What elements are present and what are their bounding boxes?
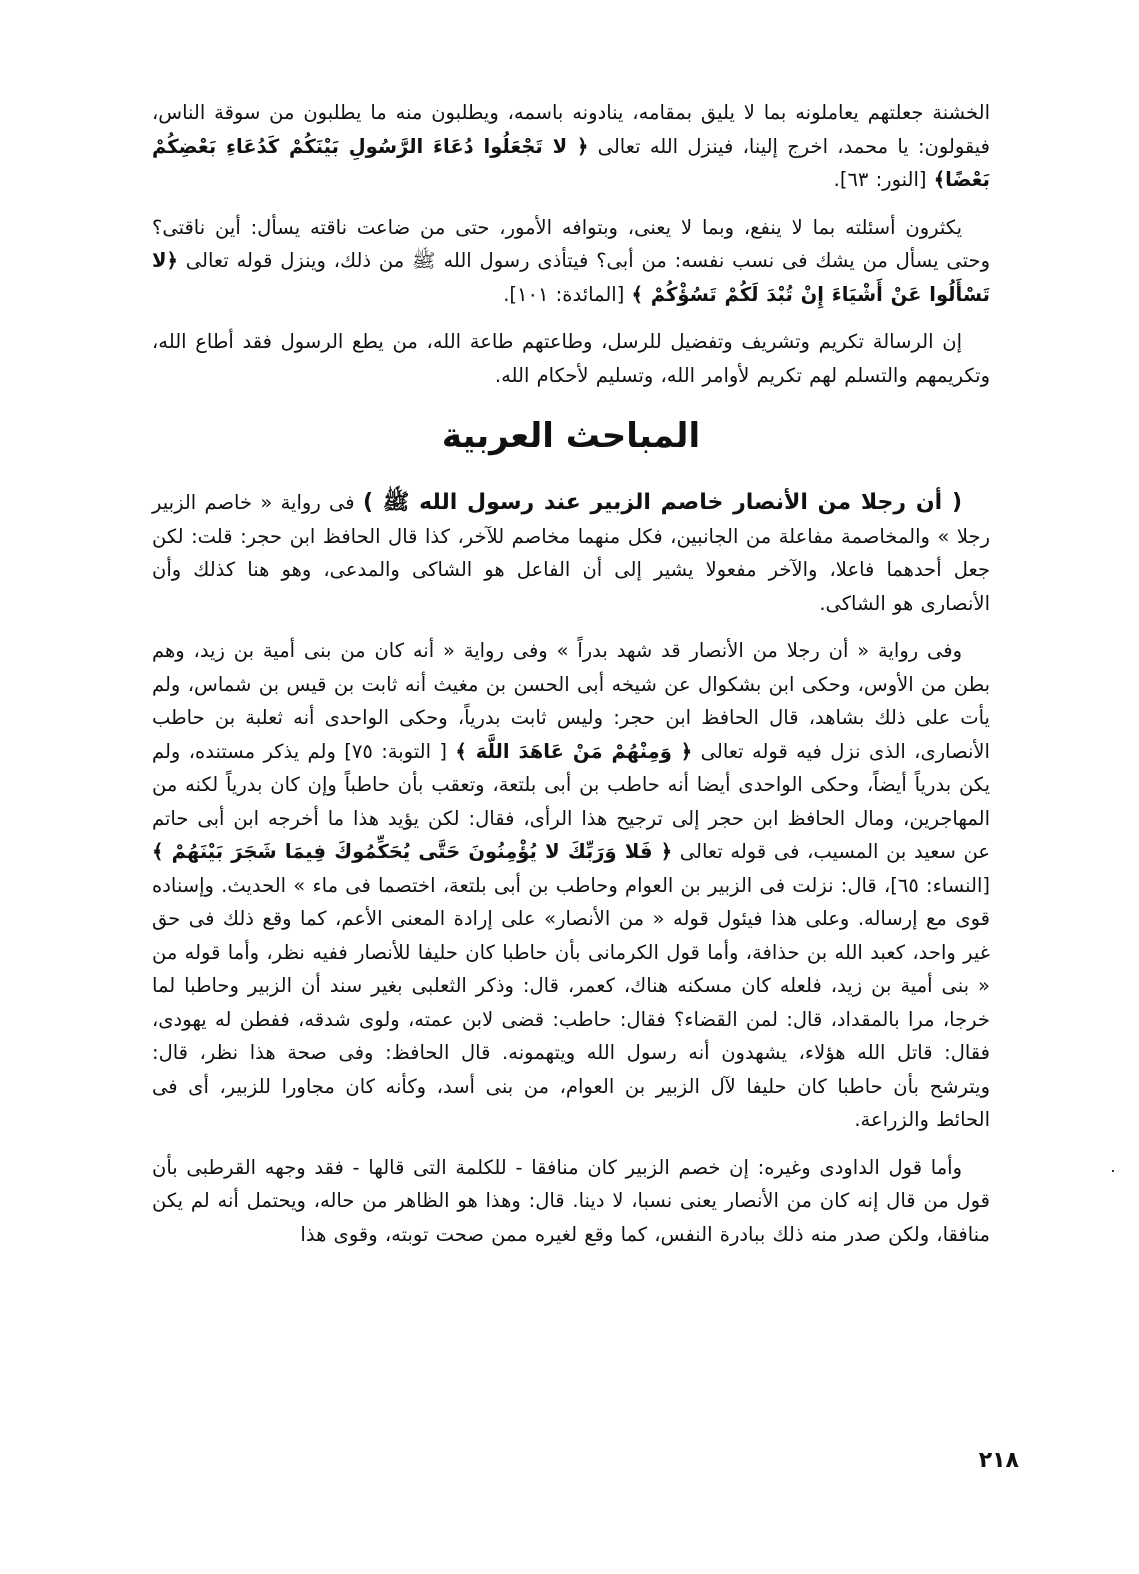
paragraph-1 (152, 96, 990, 197)
verse-reference: [النور: ٦٣]. (833, 168, 934, 191)
text-segment: فى رواية « خاصم الزبير رجلا » والمخاصمة مفاعلة من الجانبين، فكل منهما مخاصم للآخر، كذا قال الحافظ ابن حجر: قلت: لكن جعل أحدهما فاعلا، والآخر مفعولا يشير إلى أن الفاعل هو الشاكى والمدعى، وهو هنا كذلك وأن الأنصارى هو الشاكى. (152, 491, 990, 615)
section-paragraph-3 (152, 1151, 990, 1252)
verse-reference: [المائدة: ١٠١]. (503, 282, 632, 306)
quran-verse: ﴿لا تَسْأَلُوا عَنْ أَشْيَاءَ إِنْ تُبْدَ لَكُمْ تَسُؤْكُمْ ﴾ (152, 249, 990, 306)
section-heading: المباحث العربية (441, 416, 701, 456)
text-segment: الخشنة جعلتهم يعاملونه بما لا يليق بمقامه، ينادونه باسمه، ويطلبون منه ما يطلبون من سوقة الناس، فيقولون: يا محمد، اخرج إلينا، فينزل الله تعالى (152, 101, 991, 158)
page-number: ٢١٨ (978, 1448, 1019, 1473)
text-segment: يكثرون أسئلته بما لا ينفع، وبما لا يعنى، وبتوافه الأمور، حتى من ضاعت ناقته يسأل: أين ناقتى؟ وحتى يسأل من يشك فى نسب نفسه: من أبى؟ فيتأذى رسول الله ﷺ من ذلك، وينزل قوله تعالى (152, 215, 990, 272)
section-paragraph-2 (152, 634, 990, 1137)
page-body (152, 96, 990, 1265)
text-segment: إن الرسالة تكريم وتشريف وتفضيل للرسل، وطاعتهم طاعة الله، من يطع الرسول فقد أطاع الله، وتكريمهم والتسلم لهم تكريم لأوامر الله، وتسليم لأحكام الله. (152, 330, 990, 387)
paragraph-2 (152, 211, 990, 312)
quran-verse: ﴿ لا تَجْعَلُوا دُعَاءَ الرَّسُولِ بَيْنَكُمْ كَدُعَاءِ بَعْضِكُمْ بَعْضًا﴾ (152, 134, 990, 191)
quran-verse: ﴿ وَمِنْهُمْ مَنْ عَاهَدَ اللَّهَ ﴾ (455, 739, 693, 763)
paragraph-3 (152, 325, 990, 392)
text-segment: [ التوبة: ٧٥] ولم يذكر مستنده، ولم يكن بدرياً أيضاً، وحكى الواحدى أيضا أنه حاطب بن أبى بلتعة، وتعقب بأن حاطباً وإن كان بدرياً لكنه من المهاجرين، ومال الحافظ ابن حجر إلى ترجيح هذا الرأى، فقال: لكن يؤيد هذا ما أخرجه ابن أبى حاتم عن سعيد بن المسيب، فى قوله تعالى (152, 739, 990, 863)
text-segment: وفى رواية « أن رجلا من الأنصار قد شهد بدراً » وفى رواية « أنه كان من بنى أمية بن زيد، وهم بطن من الأوس، وحكى ابن بشكوال عن شيخه أبى الحسن بن مغيث أنه ثابت بن قيس بن شماس، ولم يأت على ذلك بشاهد، قال الحافظ ابن حجر: وليس ثابت بدرياً، وحكى الواحدى أنه ثعلبة بن حاطب الأنصارى، الذى نزل فيه قوله تعالى (152, 639, 990, 763)
text-segment: وأما قول الداودى وغيره: إن خصم الزبير كان منافقا - للكلمة التى قالها - فقد وجهه القرطبى بأن قول من قال إنه كان من الأنصار يعنى نسبا، لا دينا. قال: وهذا هو الظاهر من حاله، ويحتمل أنه لم يكن منافقا، ولكن صدر منه ذلك ببادرة النفس، كما وقع لغيره ممن صحت توبته، وقوى هذا (152, 1155, 990, 1246)
quran-verse: ﴿ فَلا وَرَبِّكَ لا يُؤْمِنُونَ حَتَّى يُحَكِّمُوكَ فِيمَا شَجَرَ بَيْنَهُمْ ﴾ (152, 840, 673, 863)
scan-speck (1112, 1170, 1114, 1172)
section-paragraph-1 (152, 486, 990, 620)
hadith-lead: ( أن رجلا من الأنصار خاصم الزبير عند رسول الله ﷺ ) (362, 490, 963, 515)
text-segment: [النساء: ٦٥]، قال: نزلت فى الزبير بن العوام وحاطب بن أبى بلتعة، اختصما فى ماء » الحديث. وإسناده قوى مع إرساله. وعلى هذا فيئول قوله « من الأنصار» على إرادة المعنى الأعم، كما وقع ذلك فى حق غير واحد، كعبد الله بن حذافة، وأما قول الكرمانى بأن حاطبا كان حليفا للأنصار ففيه نظر، وأما قوله من « بنى أمية بن زيد، فلعله كان مسكنه هناك، كعمر، قال: وذكر الثعلبى بغير سند أن الزبير وحاطبا لما خرجا، مرا بالمقداد، قال: لمن القضاء؟ فقال: حاطب: قضى لابن عمته، ولوى شدقه، ففطن له يهودى، فقال: قاتل الله هؤلاء، يشهدون أنه رسول الله ويتهمونه. قال الحافظ: وفى صحة هذا نظر، قال: ويترشح بأن حاطبا كان حليفا لآل الزبير بن العوام، من بنى أسد، وكأنه كان مجاورا للزبير، أى فى الحائط والزراعة. (152, 873, 990, 1131)
